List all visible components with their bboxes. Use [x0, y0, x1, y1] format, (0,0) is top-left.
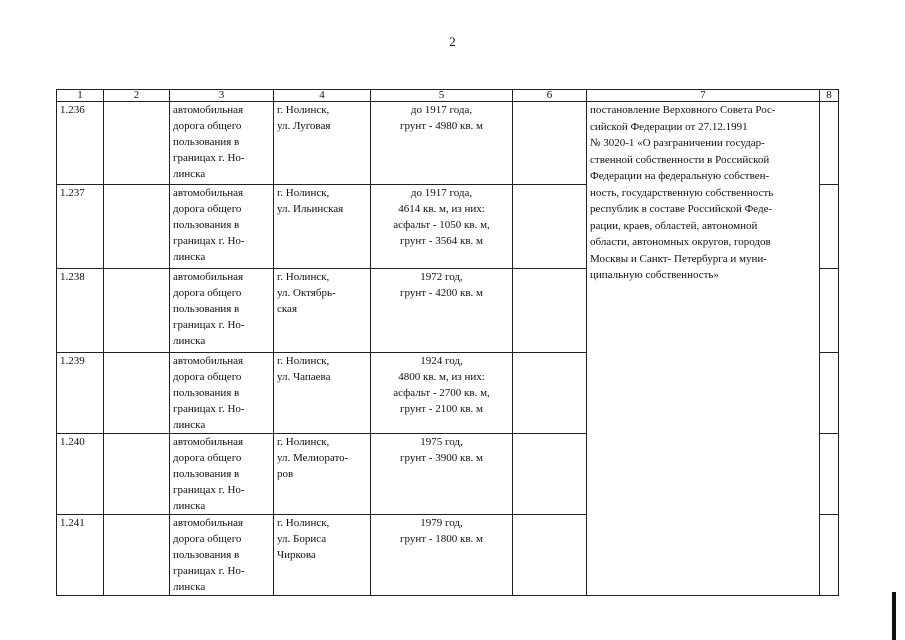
address-line: г. Нолинск,: [277, 436, 330, 448]
details-cell: [371, 185, 513, 269]
address-cell: [274, 515, 371, 596]
address-line: Чиркова: [277, 549, 316, 561]
address-line: ская: [277, 303, 298, 315]
row-number-cell: [57, 353, 104, 434]
details-line: 1975 год,: [420, 436, 463, 448]
basis-line: Федерации на федеральную собствен-: [590, 170, 770, 182]
object-name-line: автомобильная: [173, 104, 244, 116]
column-6-cell: [513, 353, 587, 434]
object-name-line: дорога общего: [173, 120, 242, 132]
table-body: [57, 102, 839, 596]
column-8-cell: [820, 102, 839, 185]
basis-line: ципальную собственность»: [590, 269, 719, 281]
row-number: 1.240: [60, 436, 85, 448]
object-name-line: границах г. Но-: [173, 403, 245, 415]
details-line: грунт - 3900 кв. м: [400, 452, 483, 464]
details-line: асфальт - 1050 кв. м,: [393, 219, 490, 231]
object-name-line: линска: [173, 335, 206, 347]
address-line: г. Нолинск,: [277, 104, 330, 116]
details-cell: [371, 353, 513, 434]
details-line: асфальт - 2700 кв. м,: [393, 387, 490, 399]
page-number: 2: [449, 34, 456, 49]
header-col-3: 3: [170, 90, 274, 102]
address-line: г. Нолинск,: [277, 271, 330, 283]
details-line: грунт - 2100 кв. м: [400, 403, 483, 415]
header-col-8: 8: [820, 90, 839, 102]
basis-line: республик в составе Российской Феде-: [590, 203, 773, 215]
address-line: ул. Луговая: [277, 120, 331, 132]
object-name-cell: [170, 185, 274, 269]
details-line: 4614 кв. м, из них:: [398, 203, 485, 215]
object-name-line: линска: [173, 500, 206, 512]
details-cell: [371, 269, 513, 353]
object-name-cell: [170, 353, 274, 434]
object-name-line: границах г. Но-: [173, 235, 245, 247]
registry-table: [56, 89, 839, 596]
row-number: 1.238: [60, 271, 85, 283]
details-cell: [371, 434, 513, 515]
object-name-line: пользования в: [173, 387, 240, 399]
row-number: 1.237: [60, 187, 85, 199]
header-col-2: 2: [104, 90, 170, 102]
object-name-line: пользования в: [173, 219, 240, 231]
basis-line: рации, краев, областей, автономной: [590, 219, 758, 232]
address-cell: [274, 185, 371, 269]
address-cell: [274, 102, 371, 185]
address-line: ул. Ильинская: [277, 203, 344, 215]
address-cell: [274, 269, 371, 353]
column-6-cell: [513, 185, 587, 269]
details-line: 1924 год,: [420, 355, 463, 367]
row-number: 1.239: [60, 355, 85, 367]
object-name-line: границах г. Но-: [173, 484, 245, 496]
object-name-line: дорога общего: [173, 533, 242, 545]
column-6-cell: [513, 102, 587, 185]
address-line: ул. Чапаева: [277, 371, 331, 383]
object-name-line: автомобильная: [173, 517, 244, 529]
column-8-cell: [820, 353, 839, 434]
header-row: [57, 90, 839, 102]
object-name-line: линска: [173, 168, 206, 180]
object-name-line: границах г. Но-: [173, 565, 245, 577]
object-name-line: линска: [173, 581, 206, 593]
details-cell: [371, 515, 513, 596]
header-col-5: 5: [371, 90, 513, 102]
header-col-6: 6: [513, 90, 587, 102]
object-name-line: дорога общего: [173, 287, 242, 299]
object-name-line: пользования в: [173, 136, 240, 148]
column-8-cell: [820, 434, 839, 515]
column-2-cell: [104, 353, 170, 434]
object-name-line: пользования в: [173, 303, 240, 315]
column-2-cell: [104, 185, 170, 269]
object-name-line: автомобильная: [173, 187, 244, 199]
address-cell: [274, 434, 371, 515]
row-number-cell: [57, 515, 104, 596]
basis-line: ность, государственную собственность: [590, 186, 774, 199]
row-number-cell: [57, 185, 104, 269]
object-name-line: линска: [173, 251, 206, 263]
column-6-cell: [513, 434, 587, 515]
address-line: г. Нолинск,: [277, 355, 330, 367]
basis-line: области, автономных округов, городов: [590, 236, 771, 248]
address-line: ул. Октябрь-: [277, 287, 336, 299]
column-8-cell: [820, 515, 839, 596]
details-line: 1979 год,: [420, 517, 463, 529]
details-line: грунт - 4980 кв. м: [400, 120, 483, 132]
object-name-line: линска: [173, 419, 206, 431]
row-number-cell: [57, 102, 104, 185]
header-col-4: 4: [274, 90, 371, 102]
object-name-line: дорога общего: [173, 371, 242, 383]
column-2-cell: [104, 269, 170, 353]
basis-line: Москвы и Санкт- Петербурга и муни-: [590, 252, 767, 265]
header-col-1: 1: [57, 90, 104, 102]
basis-line: постановление Верховного Совета Рос-: [590, 104, 776, 116]
object-name-line: пользования в: [173, 549, 240, 561]
column-8-cell: [820, 185, 839, 269]
details-line: 1972 год,: [420, 271, 463, 283]
object-name-line: границах г. Но-: [173, 319, 245, 331]
details-line: до 1917 года,: [410, 104, 473, 116]
details-line: до 1917 года,: [410, 187, 473, 199]
row-number: 1.236: [60, 104, 85, 116]
column-2-cell: [104, 434, 170, 515]
details-line: 4800 кв. м, из них:: [398, 371, 485, 383]
address-line: ров: [277, 468, 294, 480]
object-name-line: автомобильная: [173, 355, 244, 367]
object-name-cell: [170, 269, 274, 353]
object-name-line: пользования в: [173, 468, 240, 480]
object-name-cell: [170, 102, 274, 185]
object-name-line: дорога общего: [173, 203, 242, 215]
object-name-line: границах г. Но-: [173, 152, 245, 164]
address-cell: [274, 353, 371, 434]
basis-line: ственной собственности в Российской: [590, 153, 770, 166]
column-6-cell: [513, 515, 587, 596]
address-line: ул. Бориса: [277, 533, 327, 545]
column-8-cell: [820, 269, 839, 353]
column-2-cell: [104, 515, 170, 596]
address-line: г. Нолинск,: [277, 517, 330, 529]
scan-edge-mark: [892, 592, 896, 640]
row-number: 1.241: [60, 517, 85, 529]
details-cell: [371, 102, 513, 185]
row-number-cell: [57, 434, 104, 515]
row-number-cell: [57, 269, 104, 353]
details-line: грунт - 1800 кв. м: [400, 533, 483, 545]
object-name-cell: [170, 434, 274, 515]
object-name-cell: [170, 515, 274, 596]
column-2-cell: [104, 102, 170, 185]
details-line: грунт - 4200 кв. м: [400, 287, 483, 299]
basis-line: № 3020-1 «О разграничении государ-: [590, 137, 765, 149]
basis-cell: [587, 102, 820, 596]
table-row: [57, 102, 839, 185]
object-name-line: автомобильная: [173, 436, 244, 448]
object-name-line: автомобильная: [173, 271, 244, 283]
header-col-7: 7: [587, 90, 820, 102]
details-line: грунт - 3564 кв. м: [400, 235, 483, 247]
address-line: г. Нолинск,: [277, 187, 330, 199]
column-6-cell: [513, 269, 587, 353]
address-line: ул. Мелиорато-: [277, 452, 349, 464]
object-name-line: дорога общего: [173, 452, 242, 464]
basis-line: сийской Федерации от 27.12.1991: [590, 120, 748, 133]
